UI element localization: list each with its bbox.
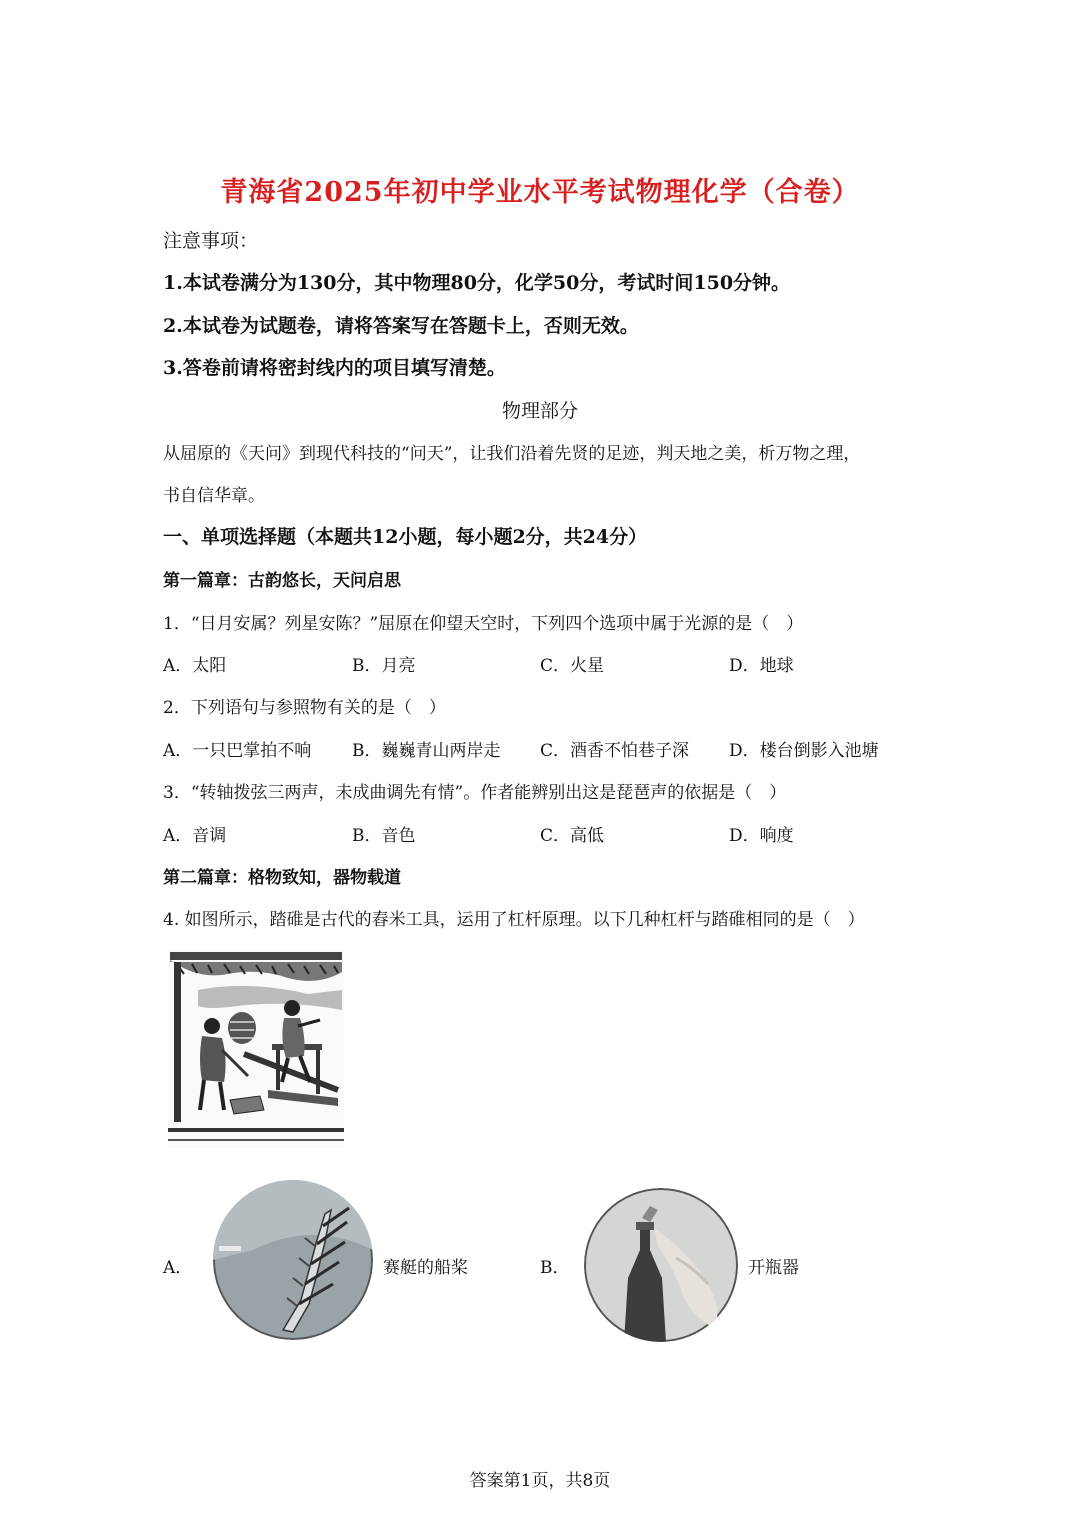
question-2-stem: 2．下列语句与参照物有关的是（ ） (163, 698, 446, 718)
question-4-option-b-letter: B． (540, 1258, 570, 1278)
notice-rule-1: 1.本试卷满分为130分，其中物理80分，化学50分，考试时间150分钟。 (163, 272, 791, 294)
part-heading: 一、单项选择题（本题共12小题，每小题2分，共24分） (163, 526, 648, 548)
question-1-option-a: A．太阳 (163, 656, 227, 676)
notice-heading: 注意事项： (163, 230, 259, 252)
question-3-option-a: A．音调 (163, 826, 227, 846)
intro-line-2: 书自信华章。 (163, 486, 265, 506)
question-1-option-c: C．火星 (540, 656, 605, 676)
question-4-stem: 4. 如图所示，踏碓是古代的舂米工具，运用了杠杆原理。以下几种杠杆与踏碓相同的是（ ） (163, 910, 865, 930)
question-2-option-c: C．酒香不怕巷子深 (540, 741, 690, 761)
chapter-heading-2: 第二篇章：格物致知，器物载道 (163, 868, 401, 888)
question-3-stem: 3．“转轴拨弦三两声，未成曲调先有情”。作者能辨别出这是琵琶声的依据是（ ） (163, 783, 787, 803)
question-1-option-b: B．月亮 (352, 656, 416, 676)
question-3-option-d: D．响度 (729, 826, 794, 846)
question-2-option-d: D．楼台倒影入池塘 (729, 741, 879, 761)
exam-title: 青海省2025年初中学业水平考试物理化学（合卷） (220, 177, 860, 208)
intro-line-1: 从屈原的《天问》到现代科技的“问天”，让我们沿着先贤的足迹，判天地之美，析万物之理， (163, 444, 861, 464)
section-title: 物理部分 (501, 400, 578, 422)
question-1-option-d: D．地球 (729, 656, 794, 676)
bottle-opener-photo (584, 1188, 738, 1342)
notice-rule-2: 2.本试卷为试题卷，请将答案写在答题卡上，否则无效。 (163, 315, 639, 337)
tadui-illustration (168, 950, 344, 1148)
question-3-option-c: C．高低 (540, 826, 605, 846)
question-1-stem: 1．“日月安属？列星安陈？”屈原在仰望天空时，下列四个选项中属于光源的是（ ） (163, 614, 804, 634)
question-4-option-a-label: 赛艇的船桨 (383, 1258, 468, 1278)
chapter-heading-1: 第一篇章：古韵悠长，天问启思 (163, 571, 401, 591)
question-2-option-b: B．巍巍青山两岸走 (352, 741, 501, 761)
question-4-option-b-label: 开瓶器 (748, 1258, 799, 1278)
question-3-option-b: B．音色 (352, 826, 416, 846)
question-2-option-a: A．一只巴掌拍不响 (163, 741, 312, 761)
rowing-oars-photo (213, 1180, 373, 1340)
notice-rule-3: 3.答卷前请将密封线内的项目填写清楚。 (163, 357, 506, 379)
question-4-option-a-letter: A． (163, 1258, 193, 1278)
page-footer: 答案第1页，共8页 (469, 1471, 611, 1491)
